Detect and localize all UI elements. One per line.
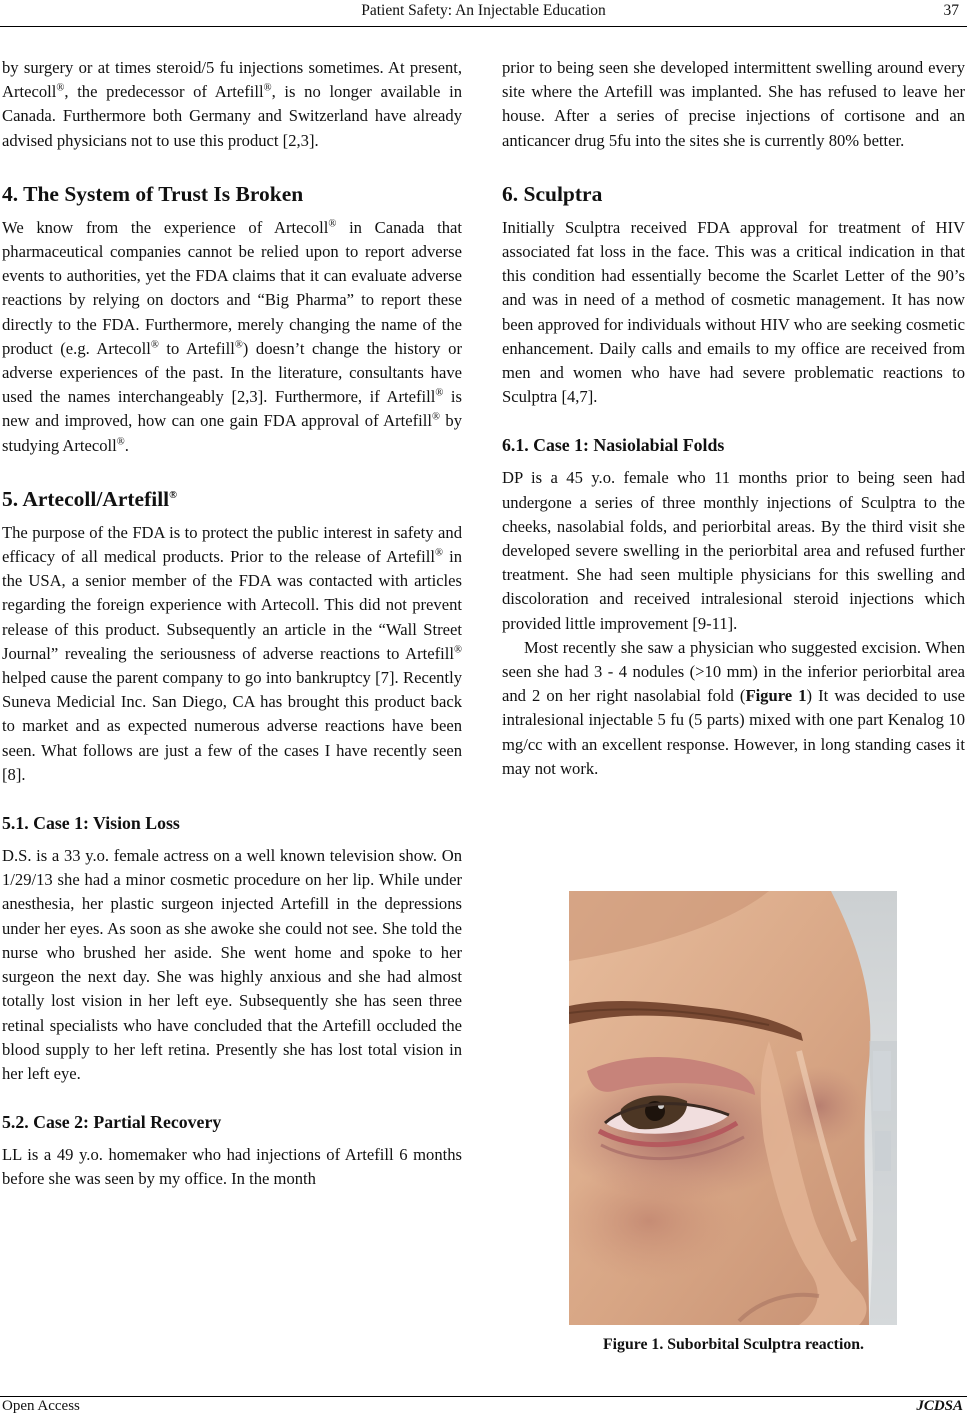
right-column [502, 56, 965, 781]
section-heading-4: 4. The System of Trust Is Broken [2, 181, 304, 206]
figure-reference: Figure 1 [745, 686, 807, 706]
running-title: Patient Safety: An Injectable Education [361, 2, 606, 19]
figure-caption: Figure 1. Suborbital Sculptra reaction. [603, 1336, 864, 1353]
footer-left: Open Access [2, 1398, 80, 1414]
running-header [0, 0, 967, 27]
figure-photo [569, 891, 897, 1325]
left-column [2, 56, 462, 1192]
paragraph: prior to being seen she developed intermittent swelling around every site where the Artefill was implanted. She has refused to leave her house. After a series of precise injections of cortisone and an anticancer drug 5fu into the sites she is currently 80% better. [502, 58, 965, 150]
subsection-heading-5-1: 5.1. Case 1: Vision Loss [2, 813, 180, 834]
subsection-heading-6-1: 6.1. Case 1: Nasiolabial Folds [502, 435, 725, 456]
subsection-heading-5-2: 5.2. Case 2: Partial Recovery [2, 1112, 222, 1133]
paragraph: We know from the experience of Artecoll® in Canada that pharmaceutical companies cannot be relied upon to report adverse events to authorities, yet the FDA claims that it can evaluate adverse reactions by relying on doctors and “Big Pharma” to report these directly to the FDA. Furthermore, merely changing the name of the product (e.g. Artecoll® to Artefill®) doesn’t change the history or adverse experiences of the past. In the literature, consultants have used the names interchangeably [2,3]. Furthermore, if Artefill® is new and improved, how can one gain FDA approval of Artefill® by studying Artecoll®. [2, 217, 462, 455]
page-number: 37 [943, 2, 959, 19]
paragraph: Initially Sculptra received FDA approval for treatment of HIV associated fat loss in the face. This was a critical indication in that this condition had essentially become the Scarlet Letter of the 90’s and was in need of a method of cosmetic management. It has now been approved for individuals without HIV who are seeking cosmetic enhancement. Daily calls and emails to my office are received from men and women who have had severe problematic reactions to Sculptra [4,7]. [502, 217, 965, 407]
paragraph: D.S. is a 33 y.o. female actress on a well known television show. On 1/29/13 she had a minor cosmetic procedure on her lip. While under anesthesia, her plastic surgeon injected Artefill in the depressions under her eyes. As soon as she awoke she could not see. She told the nurse who brushed her aside. She went home and spoke to her surgeon the next day. She was highly anxious and she had almost totally lost vision in her left eye. Subsequently she has seen three retinal specialists who have concluded that the Artefill occluded the blood supply to her left retina. Presently she has lost total vision in her left eye. [2, 846, 462, 1083]
face-closeup-photo [569, 891, 897, 1325]
paragraph: Most recently she saw a physician who suggested excision. When seen she had 3 - 4 nodules (>10 mm) in the inferior periorbital area and 2 on her right nasolabial fold (Figure 1) It was decided to use intralesional injectable 5 fu (5 parts) mixed with one part Kenalog 10 mg/cc with an excellent response. However, in long standing cases it may not work. [502, 637, 965, 778]
section-heading-6: 6. Sculptra [502, 181, 603, 206]
journal-abbreviation: JCDSA [916, 1398, 963, 1414]
paragraph: The purpose of the FDA is to protect the public interest in safety and efficacy of all medical products. Prior to the release of Artefill® in the USA, a senior member of the FDA was contacted with articles regarding the foreign experience with Artecoll. This did not prevent release of this product. Subsequently an article in the “Wall Street Journal” revealing the seriousness of adverse reactions to Artefill® helped cause the parent company to go into bankruptcy [7]. Recently Suneva Medicial Inc. San Diego, CA has brought this product back to market and as expected numerous adverse reactions have been seen. What follows are just a few of the cases I have recently seen [8]. [2, 522, 463, 784]
paragraph: LL is a 49 y.o. homemaker who had injections of Artefill 6 months before she was seen by my office. In the month [2, 1145, 462, 1189]
paragraph: DP is a 45 y.o. female who 11 months prior to being seen had undergone a series of three monthly injections of Sculptra to the cheeks, nasolabial folds, and periorbital areas. By the third visit she developed severe swelling in the periorbital area and refused further treatment. She had seen multiple physicians for this swelling and discoloration and received intralesional steroid injections which provided little improvement [9-11]. [502, 468, 965, 633]
page-footer [0, 1396, 967, 1417]
section-heading-5: 5. Artecoll/Artefill® [2, 486, 178, 511]
paragraph: by surgery or at times steroid/5 fu injections sometimes. At present, Artecoll®, the predecessor of Artefill®, is no longer available in Canada. Furthermore both Germany and Switzerland have already advised physicians not to use this product [2,3]. [2, 58, 462, 150]
